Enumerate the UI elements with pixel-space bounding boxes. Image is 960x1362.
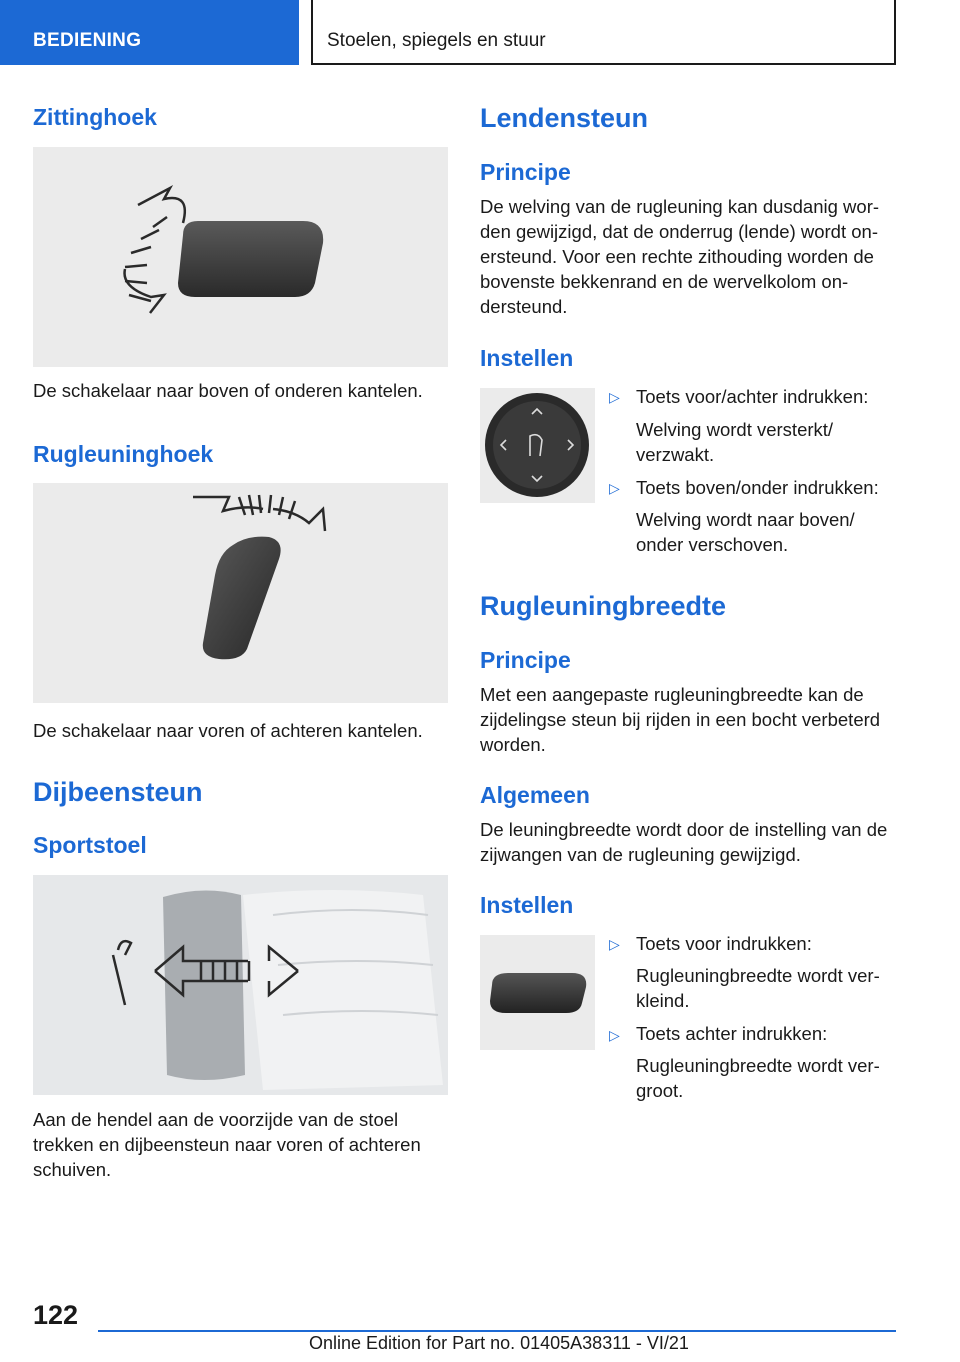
lumbar-step-2-action: Toets boven/onder indrukken: [636,477,879,498]
breedte-instellen-heading: Instellen [480,892,574,918]
lendensteun-heading: Lendensteun [480,103,649,133]
dijbeensteun-caption: Aan de hendel aan de voorzijde van de stoel trekken en dijbeensteun naar voren of achteren schuiven. [33,1109,421,1180]
page-number: 122 [33,1300,79,1330]
lumbar-control-image [480,388,595,503]
lumbar-step-1-result: Welving wordt versterkt/ verzwakt. [636,419,834,465]
width-step-2-result: Rugleuningbreedte wordt vergroot. [636,1055,880,1101]
width-step-1-action: Toets voor indrukken: [636,933,812,954]
chapter-header [311,0,896,65]
chapter-title: Stoelen, spiegels en stuur [327,30,546,51]
triangle-right-icon: ▷ [609,936,620,952]
sportstoel-heading: Sportstoel [33,832,147,858]
footer-edition: Online Edition for Part no. 01405A38311 - VI/21 [309,1333,689,1353]
breedte-principe-text: Met een aangepaste rugleuningbreedte kan de zijdelingse steun bij rijden in een bocht verbeterd worden. [480,684,881,755]
triangle-right-icon: ▷ [609,389,620,405]
width-step-2-action: Toets achter indrukken: [636,1023,828,1044]
width-switch-image [480,935,595,1050]
width-step-1-result: Rugleuningbreedte wordt verkleind. [636,965,880,1011]
lendensteun-principe-heading: Principe [480,159,571,185]
rugleuningbreedte-heading: Rugleuningbreedte [480,591,727,621]
lendensteun-principe-text: De welving van de rugleuning kan dusdanig worden gewijzigd, dat de onderrug (lende) wordt onersteund. Voor een rechte zithouding worden de bovenste bekkenrand en de wervelkolom ondersteund. [480,196,880,317]
breedte-principe-heading: Principe [480,647,571,673]
triangle-right-icon: ▷ [609,1027,620,1043]
thigh-support-image [33,875,448,1095]
dijbeensteun-heading: Dijbeensteun [33,777,203,807]
lumbar-step-1-action: Toets voor/achter indrukken: [636,386,869,407]
breedte-algemeen-heading: Algemeen [480,782,590,808]
rugleuninghoek-caption: De schakelaar naar voren of achteren kantelen. [33,720,423,741]
lendensteun-instellen-heading: Instellen [480,345,574,371]
zittinghoek-caption: De schakelaar naar boven of onderen kantelen. [33,380,423,401]
seat-angle-switch-image [33,147,448,367]
backrest-angle-switch-image [33,483,448,703]
zittinghoek-heading: Zittinghoek [33,104,157,130]
section-title: BEDIENING [33,30,142,51]
triangle-right-icon: ▷ [609,480,620,496]
lumbar-step-2-result: Welving wordt naar boven/ onder verschoven. [636,509,855,555]
footer-divider [98,1330,896,1332]
rugleuninghoek-heading: Rugleuninghoek [33,441,214,467]
section-tab [0,0,299,65]
breedte-algemeen-text: De leuningbreedte wordt door de instelling van de zijwangen van de rugleuning gewijzigd. [480,819,888,865]
